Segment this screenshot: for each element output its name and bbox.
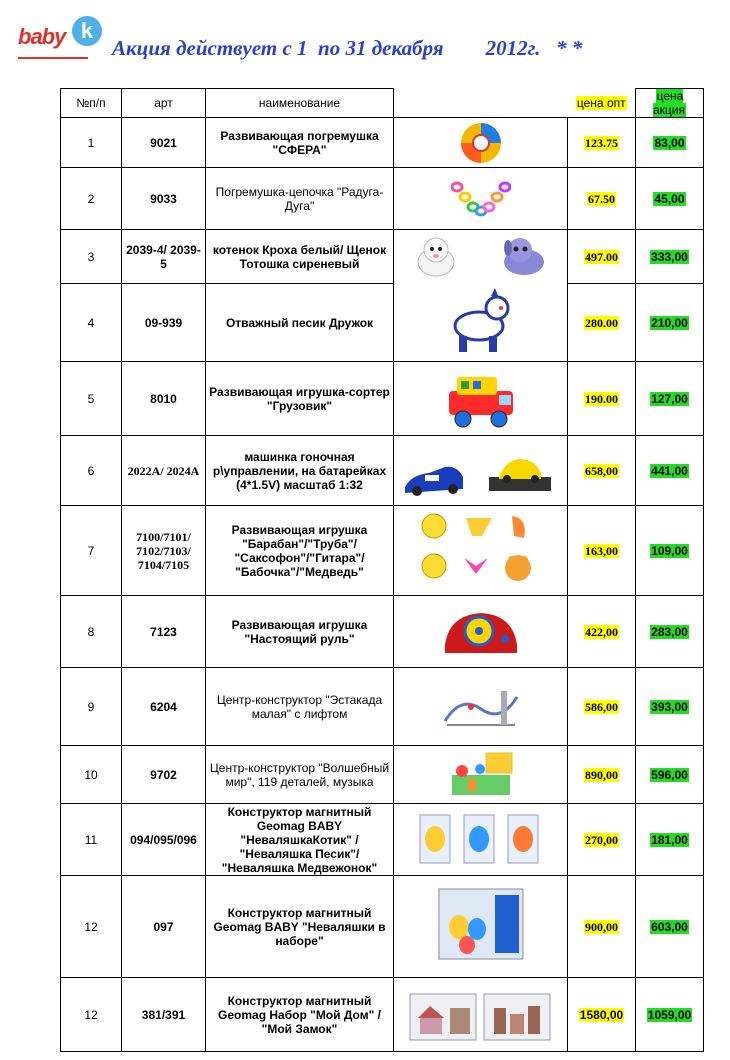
row-price-opt	[568, 746, 636, 804]
header-num: №п/п	[61, 89, 122, 118]
row-price-opt	[568, 118, 636, 168]
price-sale-value: 181,00	[651, 832, 688, 847]
row-art: 9033	[122, 168, 206, 230]
brand-logo	[18, 16, 104, 60]
table-row	[61, 118, 704, 168]
price-sale-value: 283,00	[651, 624, 688, 639]
row-price-opt	[568, 804, 636, 876]
row-price-opt	[568, 230, 636, 284]
row-art: 097	[122, 876, 206, 978]
row-num: 2	[61, 168, 122, 230]
price-table	[60, 88, 704, 1052]
row-price-sale	[636, 596, 704, 668]
row-name: Центр-конструктор "Волшебный мир", 119 деталей, музыка	[206, 746, 394, 804]
row-num: 3	[61, 230, 122, 284]
row-image	[394, 436, 568, 506]
row-price-opt	[568, 506, 636, 596]
price-sale-value: 127,00	[651, 391, 688, 406]
row-image	[394, 746, 568, 804]
row-price-opt	[568, 436, 636, 506]
row-price-opt	[568, 876, 636, 978]
table-row	[61, 230, 704, 284]
row-art: 9702	[122, 746, 206, 804]
row-price-sale	[636, 362, 704, 436]
table-row	[61, 362, 704, 436]
table-row	[61, 284, 704, 362]
price-sale-value: 603,00	[651, 919, 688, 934]
row-name: машинка гоночная р\управлении, на батарейках (4*1.5V) масштаб 1:32	[206, 436, 394, 506]
row-name: Развивающая игрушка "Барабан"/"Труба"/ "Саксофон"/"Гитара"/ "Бабочка"/"Медведь"	[206, 506, 394, 596]
row-name: Погремушка-цепочка "Радуга-Дуга"	[206, 168, 394, 230]
row-price-sale	[636, 284, 704, 362]
row-name: Конструктор магнитный Geomag Набор "Мой Дом" / "Мой Замок"	[206, 978, 394, 1052]
header-name: наименование	[206, 89, 394, 118]
price-sale-value: 441,00	[651, 463, 688, 478]
row-num: 6	[61, 436, 122, 506]
row-price-sale	[636, 876, 704, 978]
price-opt-value: 163,00	[585, 543, 618, 558]
rc-cars-icon	[401, 443, 561, 499]
row-num: 7	[61, 506, 122, 596]
row-price-opt	[568, 362, 636, 436]
row-price-opt	[568, 668, 636, 746]
row-art: 2022A/ 2024A	[122, 436, 206, 506]
row-num: 9	[61, 668, 122, 746]
row-num: 1	[61, 118, 122, 168]
row-image	[394, 876, 568, 978]
track-constructor-icon	[441, 685, 521, 729]
magic-world-constructor-icon	[446, 749, 516, 801]
promo-title: Акция действует с 1 по 31 декабря 2012г. * *	[112, 36, 583, 60]
price-sale-value: 83,00	[654, 135, 685, 150]
price-sale-value: 210,00	[651, 315, 688, 330]
row-name: Отважный песик Дружок	[206, 284, 394, 362]
logo-badge: k	[72, 16, 102, 46]
table-header-row	[61, 89, 704, 118]
row-price-sale	[636, 230, 704, 284]
price-opt-value: 422,00	[585, 624, 618, 639]
table-row	[61, 746, 704, 804]
price-opt-value: 1580,00	[579, 1007, 624, 1022]
row-num: 10	[61, 746, 122, 804]
price-opt-value: 67.50	[588, 191, 615, 206]
row-name: Конструктор магнитный Geomag BABY "НеваляшкаКотик" / "Неваляшка Песик"/ "Неваляшка Медвежонок"	[206, 804, 394, 876]
price-opt-value: 270,00	[585, 832, 618, 847]
table-row	[61, 804, 704, 876]
row-image	[394, 168, 568, 230]
row-art: 9021	[122, 118, 206, 168]
row-price-sale	[636, 118, 704, 168]
row-art: 8010	[122, 362, 206, 436]
geomag-house-castle-icon	[406, 984, 556, 1046]
header-price-sale	[636, 89, 704, 118]
table-row	[61, 436, 704, 506]
row-art: 7123	[122, 596, 206, 668]
row-name: Развивающая погремушка "СФЕРА"	[206, 118, 394, 168]
row-art: 6204	[122, 668, 206, 746]
row-num: 12	[61, 876, 122, 978]
header-art: арт	[122, 89, 206, 118]
price-sale-value: 333,00	[651, 249, 688, 264]
row-name: Развивающая игрушка "Настоящий руль"	[206, 596, 394, 668]
row-image	[394, 118, 568, 168]
price-opt-value: 123.75	[585, 135, 618, 150]
price-sale-value: 109,00	[651, 543, 688, 558]
table-row	[61, 506, 704, 596]
header-price-opt-label: цена опт	[576, 95, 626, 110]
geomag-roly-poly-icon	[416, 811, 546, 869]
price-sale-value: 1059,00	[647, 1007, 692, 1022]
row-name: Развивающая игрушка-сортер "Грузовик"	[206, 362, 394, 436]
row-price-sale	[636, 804, 704, 876]
row-price-sale	[636, 746, 704, 804]
row-price-opt	[568, 596, 636, 668]
row-price-sale	[636, 668, 704, 746]
kitten-puppy-icon	[406, 234, 556, 280]
row-name: Центр-конструктор "Эстакада малая" с лифтом	[206, 668, 394, 746]
row-price-opt	[568, 168, 636, 230]
header-price-opt	[568, 89, 636, 118]
price-opt-value: 280.00	[585, 315, 618, 330]
rattle-chain-icon	[451, 179, 511, 219]
rattle-sphere-icon	[459, 121, 503, 165]
row-art: 381/391	[122, 978, 206, 1052]
row-image	[394, 668, 568, 746]
row-price-opt	[568, 978, 636, 1052]
header-price-sale-label: цена акция	[653, 89, 685, 117]
table-row	[61, 978, 704, 1052]
row-image	[394, 284, 568, 362]
table-row	[61, 668, 704, 746]
row-num: 5	[61, 362, 122, 436]
header-image	[394, 89, 568, 118]
row-art: 09-939	[122, 284, 206, 362]
price-opt-value: 497.00	[585, 249, 618, 264]
steering-wheel-toy-icon	[441, 605, 521, 659]
geomag-set-box-icon	[433, 885, 529, 969]
row-image	[394, 978, 568, 1052]
price-opt-value: 658,00	[585, 463, 618, 478]
row-art: 2039-4/ 2039-5	[122, 230, 206, 284]
truck-sorter-icon	[443, 369, 519, 429]
robot-dog-icon	[441, 288, 521, 356]
price-sale-value: 596,00	[651, 767, 688, 782]
logo-text: baby	[18, 24, 66, 49]
row-art: 7100/7101/ 7102/7103/ 7104/7105	[122, 506, 206, 596]
price-sale-value: 393,00	[651, 699, 688, 714]
row-image	[394, 362, 568, 436]
row-image	[394, 804, 568, 876]
row-image	[394, 506, 568, 596]
page-header	[0, 0, 730, 82]
row-price-opt	[568, 284, 636, 362]
price-opt-value: 890,00	[585, 767, 618, 782]
row-num: 8	[61, 596, 122, 668]
row-name: Конструктор магнитный Geomag BABY "Неваляшки в наборе"	[206, 876, 394, 978]
row-art: 094/095/096	[122, 804, 206, 876]
price-sale-value: 45,00	[654, 191, 685, 206]
row-name: котенок Кроха белый/ Щенок Тотошка сиреневый	[206, 230, 394, 284]
price-opt-value: 586,00	[585, 699, 618, 714]
table-row	[61, 876, 704, 978]
row-price-sale	[636, 978, 704, 1052]
table-row	[61, 596, 704, 668]
price-opt-value: 190.00	[585, 391, 618, 406]
musical-toys-icon	[416, 510, 546, 592]
row-price-sale	[636, 168, 704, 230]
row-num: 12	[61, 978, 122, 1052]
row-price-sale	[636, 506, 704, 596]
row-num: 11	[61, 804, 122, 876]
row-image	[394, 230, 568, 284]
table-row	[61, 168, 704, 230]
price-opt-value: 900,00	[585, 919, 618, 934]
row-num: 4	[61, 284, 122, 362]
logo-underline	[18, 57, 88, 59]
row-image	[394, 596, 568, 668]
row-price-sale	[636, 436, 704, 506]
